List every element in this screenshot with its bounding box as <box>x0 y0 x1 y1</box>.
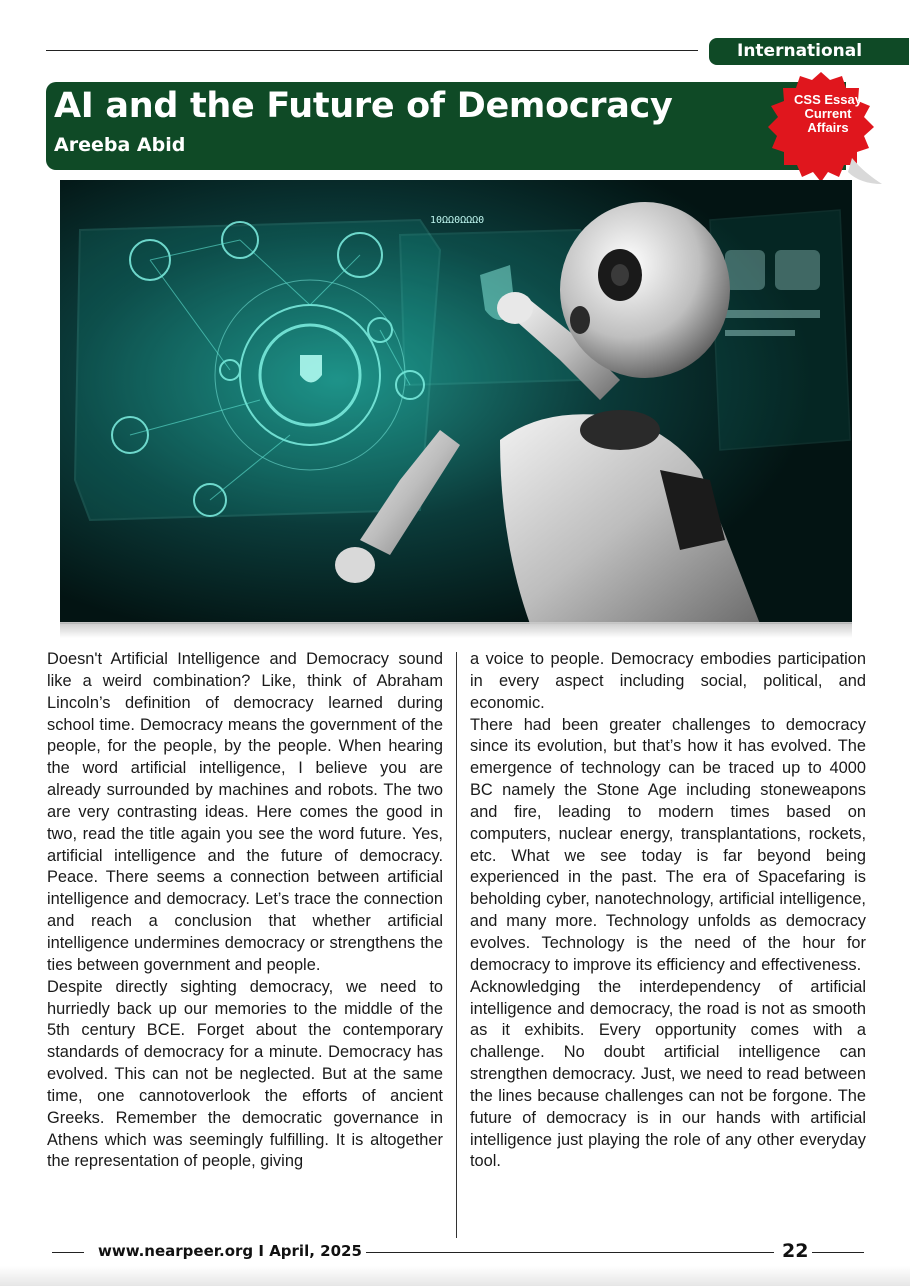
badge-line-2: Current <box>804 106 852 121</box>
badge-text <box>778 93 878 135</box>
footer-rule-middle <box>366 1252 774 1253</box>
paragraph: a voice to people. Democracy embodies participation in every aspect including social, political, and economic. <box>470 650 866 712</box>
article-column-right <box>470 649 866 1173</box>
page-bottom-shade <box>0 1266 910 1286</box>
paragraph: Despite directly sighting democracy, we need to hurriedly back up our memories to the middle of the 5th century BCE. Forget about the contemporary standards of democracy for a minute. Democracy has evolved. This can not be neglected. But at the same time, one cannotoverlook the efforts of ancient Greeks. Remember the democratic governance in Athens which was seemingly fulfilling. It is altogether the representation of people, giving <box>47 977 443 1171</box>
article-column-left <box>47 649 443 1173</box>
paragraph: Doesn't Artificial Intelligence and Democracy sound like a weird combination? Like, think of Abraham Lincoln’s definition of democracy learned during school time. Democracy means the government of the people, for the people, by the people. When hearing the word artificial intelligence, I believe you are already surrounded by machines and robots. The two are very contrasting ideas. Here comes the good in two, read the title again you see the word future. Yes, artificial intelligence and the future of democracy. Peace. There seems a connection between artificial intelligence and democracy. Let’s trace the connection and reach a conclusion that whether artificial intelligence undermines democracy or strengthens the ties between government and people. <box>47 650 443 974</box>
top-rule <box>46 50 698 51</box>
footer-rule-left <box>52 1252 84 1253</box>
section-tag: International <box>709 38 909 65</box>
footer-site-date: www.nearpeer.org I April, 2025 <box>98 1242 362 1260</box>
footer-rule-right <box>812 1252 864 1253</box>
column-divider <box>456 652 457 1238</box>
hero-image-robot-interface <box>60 180 852 624</box>
badge-line-1: CSS Essay <box>794 92 862 107</box>
hero-shadow <box>60 622 852 638</box>
page-number: 22 <box>782 1240 809 1262</box>
article-author: Areeba Abid <box>54 134 186 156</box>
panel-code-label: 10ΩΩ0ΩΩΩ0 <box>430 215 485 226</box>
article-title: AI and the Future of Democracy <box>54 86 673 126</box>
paragraph: There had been greater challenges to democracy since its evolution, but that’s how it has evolved. The emergence of technology can be traced up to 4000 BC namely the Stone Age including stoneweapons and fire, leading to modern times based on computers, nuclear energy, transplantations, rockets, etc. What we see today is far beyond being experienced in the past. The era of Spacefaring is beholding cyber, nanotechnology, artificial intelligence, and many more. Technology unfolds as democracy evolves. Technology is the need of the hour for democracy to improve its efficiency and effectiveness. <box>470 715 866 974</box>
paragraph: Acknowledging the interdependency of artificial intelligence and democracy, the road is not as smooth as it exhibits. Every opportunity comes with a challenge. No doubt artificial intelligence can strengthen democracy. Just, we need to read between the lines because challenges can not be forgone. The future of democracy is in our hands with artificial intelligence just playing the role of any other everyday tool. <box>470 977 866 1171</box>
badge-line-3: Affairs <box>807 120 849 135</box>
